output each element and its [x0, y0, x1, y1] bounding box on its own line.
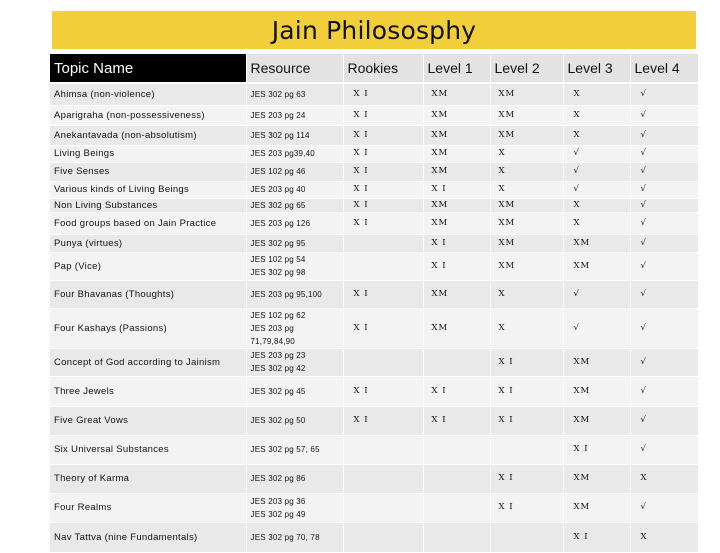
level-4-cell: √	[630, 406, 698, 435]
level-3-cell: X	[563, 83, 630, 105]
level-1-cell	[423, 493, 490, 522]
level-3-cell: X	[563, 125, 630, 145]
resource-text: JES 203 pg 40	[250, 185, 306, 194]
level-2-cell: XM	[490, 252, 563, 280]
level-2-cell: X I	[490, 376, 563, 406]
rookies-cell	[343, 348, 423, 376]
page-title: Jain Philososphy	[271, 15, 477, 45]
resource-text: JES 203 pg 23	[250, 351, 306, 360]
resource-text: JES 302 pg 57, 65	[250, 445, 320, 454]
header-topic: Topic Name	[50, 54, 246, 83]
level-3-cell: XM	[563, 252, 630, 280]
topic-cell	[50, 493, 246, 522]
rookies-cell	[343, 234, 423, 252]
resource-cell	[246, 406, 343, 435]
resource-text: JES 102 pg 62	[250, 310, 306, 320]
resource-cell	[246, 83, 343, 105]
topic-text: Four Realms	[54, 502, 112, 513]
table-row	[50, 125, 698, 145]
level-1-cell: XM	[423, 145, 490, 162]
rookies-cell: X I	[343, 308, 423, 348]
topic-text: Four Kashays (Passions)	[54, 322, 168, 334]
table-row	[50, 252, 698, 280]
level-4-cell: √	[630, 198, 698, 212]
level-2-cell: X I	[490, 493, 563, 522]
topic-text: Aparigraha (non-possessiveness)	[54, 109, 205, 121]
topic-cell	[50, 145, 246, 162]
level-3-cell: √	[563, 181, 630, 198]
table-row	[50, 280, 698, 308]
topic-cell	[50, 125, 246, 145]
rookies-cell: X I	[343, 105, 423, 125]
table-row	[50, 435, 698, 464]
level-2-cell	[490, 522, 563, 552]
level-4-cell: X	[630, 522, 698, 552]
level-3-cell: XM	[563, 348, 630, 376]
table-row	[50, 376, 698, 406]
topic-cell	[50, 252, 246, 280]
level-2-cell: XM	[490, 83, 563, 105]
topic-cell	[50, 280, 246, 308]
resource-text: JES 302 pg 65	[250, 200, 306, 210]
level-1-cell: XM	[423, 162, 490, 181]
rookies-cell: X I	[343, 83, 423, 105]
level-3-cell: √	[563, 280, 630, 308]
level-2-cell: X	[490, 308, 563, 348]
level-1-cell: X I	[423, 181, 490, 198]
table-row	[50, 105, 698, 125]
level-4-cell: √	[630, 252, 698, 280]
rookies-cell	[343, 464, 423, 493]
level-2-cell: XM	[490, 212, 563, 234]
resource-text: JES 203 pg39,40	[250, 149, 315, 158]
topic-cell	[50, 212, 246, 234]
resource-text: JES 203 pg 126	[250, 218, 311, 228]
resource-cell	[246, 376, 343, 406]
level-4-cell: √	[630, 83, 698, 105]
rookies-cell: X I	[343, 145, 423, 162]
rookies-cell: X I	[343, 406, 423, 435]
level-1-cell: XM	[423, 105, 490, 125]
topic-cell	[50, 198, 246, 212]
resource-cell	[246, 162, 343, 181]
header-resource: Resource	[246, 54, 343, 83]
topic-text: Five Senses	[54, 166, 110, 177]
curriculum-table	[50, 54, 699, 553]
table-row	[50, 162, 698, 181]
topic-text: Five Great Vows	[54, 415, 129, 426]
level-2-cell: XM	[490, 198, 563, 212]
level-2-cell: X I	[490, 348, 563, 376]
level-3-cell: XM	[563, 464, 630, 493]
level-4-cell: √	[630, 212, 698, 234]
resource-cell	[246, 493, 343, 522]
title-banner	[52, 11, 696, 49]
level-2-cell: XM	[490, 105, 563, 125]
topic-cell	[50, 435, 246, 464]
topic-cell	[50, 162, 246, 181]
level-1-cell: X I	[423, 376, 490, 406]
header-level-1: Level 1	[423, 54, 490, 83]
resource-cell	[246, 308, 343, 348]
rookies-cell	[343, 435, 423, 464]
topic-cell	[50, 376, 246, 406]
table-row	[50, 181, 698, 198]
level-3-cell: √	[563, 308, 630, 348]
topic-text: Four Bhavanas (Thoughts)	[54, 288, 175, 300]
topic-text: Punya (virtues)	[54, 237, 123, 249]
level-4-cell: X	[630, 464, 698, 493]
table-row	[50, 212, 698, 234]
table-body	[50, 83, 698, 552]
topic-text: Theory of Karma	[54, 473, 130, 484]
level-4-cell: √	[630, 280, 698, 308]
table-row	[50, 522, 698, 552]
level-1-cell: XM	[423, 83, 490, 105]
level-3-cell: X	[563, 198, 630, 212]
topic-text: Living Beings	[54, 148, 115, 159]
resource-text: JES 302 pg 49	[250, 509, 306, 519]
level-3-cell: X I	[563, 522, 630, 552]
resource-text: JES 302 pg 50	[250, 416, 306, 425]
table-row	[50, 234, 698, 252]
resource-cell	[246, 125, 343, 145]
level-4-cell: √	[630, 162, 698, 181]
level-4-cell: √	[630, 493, 698, 522]
topic-text: Six Universal Substances	[54, 444, 169, 455]
level-2-cell: X	[490, 145, 563, 162]
resource-cell	[246, 198, 343, 212]
resource-text: JES 302 pg 86	[250, 474, 306, 483]
rookies-cell: X I	[343, 198, 423, 212]
level-1-cell	[423, 348, 490, 376]
resource-cell	[246, 435, 343, 464]
level-3-cell: XM	[563, 234, 630, 252]
resource-text: JES 203 pg 95,100	[250, 289, 322, 299]
resource-cell	[246, 212, 343, 234]
table-row	[50, 198, 698, 212]
resource-cell	[246, 252, 343, 280]
resource-text: JES 203 pg 36	[250, 496, 306, 506]
resource-cell	[246, 280, 343, 308]
resource-cell	[246, 234, 343, 252]
topic-text: Concept of God according to Jainism	[54, 356, 221, 368]
level-1-cell	[423, 464, 490, 493]
level-3-cell: √	[563, 162, 630, 181]
resource-text: JES 302 pg 95	[250, 238, 306, 248]
resource-text: JES 302 pg 114	[250, 130, 310, 140]
level-2-cell	[490, 435, 563, 464]
level-4-cell: √	[630, 181, 698, 198]
level-1-cell	[423, 522, 490, 552]
topic-text: Nav Tattva (nine Fundamentals)	[54, 531, 198, 543]
resource-text: JES 302 pg 98	[250, 268, 306, 277]
topic-text: Three Jewels	[54, 385, 115, 397]
rookies-cell	[343, 493, 423, 522]
rookies-cell	[343, 522, 423, 552]
rookies-cell: X I	[343, 162, 423, 181]
topic-cell	[50, 181, 246, 198]
level-2-cell: X	[490, 162, 563, 181]
resource-text: JES 203 pg 71,79,84,90	[250, 323, 295, 346]
resource-cell	[246, 181, 343, 198]
level-3-cell: XM	[563, 406, 630, 435]
header-level-3: Level 3	[563, 54, 630, 83]
header-level-4: Level 4	[630, 54, 698, 83]
header-level-2: Level 2	[490, 54, 563, 83]
topic-cell	[50, 105, 246, 125]
level-4-cell: √	[630, 125, 698, 145]
rookies-cell: X I	[343, 280, 423, 308]
table-row	[50, 145, 698, 162]
rookies-cell: X I	[343, 376, 423, 406]
level-2-cell: XM	[490, 125, 563, 145]
topic-text: Anekantavada (non-absolutism)	[54, 129, 197, 141]
level-3-cell: X	[563, 212, 630, 234]
resource-text: JES 302 pg 63	[250, 89, 306, 99]
level-1-cell: XM	[423, 308, 490, 348]
level-4-cell: √	[630, 348, 698, 376]
level-4-cell: √	[630, 376, 698, 406]
level-4-cell: √	[630, 435, 698, 464]
resource-text: JES 302 pg 42	[250, 364, 306, 373]
table-row	[50, 83, 698, 105]
rookies-cell: X I	[343, 212, 423, 234]
resource-text: JES 102 pg 54	[250, 255, 306, 264]
level-2-cell: X I	[490, 406, 563, 435]
level-1-cell: X I	[423, 252, 490, 280]
level-1-cell: XM	[423, 212, 490, 234]
level-1-cell: XM	[423, 125, 490, 145]
header-row	[50, 54, 698, 83]
level-3-cell: XM	[563, 376, 630, 406]
header-rookies: Rookies	[343, 54, 423, 83]
level-3-cell: √	[563, 145, 630, 162]
level-2-cell: X	[490, 280, 563, 308]
rookies-cell	[343, 252, 423, 280]
resource-text: JES 102 pg 46	[250, 167, 306, 176]
resource-cell	[246, 145, 343, 162]
table-row	[50, 464, 698, 493]
level-1-cell	[423, 435, 490, 464]
resource-cell	[246, 464, 343, 493]
level-4-cell: √	[630, 105, 698, 125]
topic-text: Pap (Vice)	[54, 260, 102, 272]
level-4-cell: √	[630, 145, 698, 162]
topic-text: Ahimsa (non-violence)	[54, 88, 155, 100]
resource-text: JES 203 pg 24	[250, 110, 306, 120]
table-row	[50, 406, 698, 435]
rookies-cell: X I	[343, 125, 423, 145]
rookies-cell: X I	[343, 181, 423, 198]
topic-cell	[50, 83, 246, 105]
resource-cell	[246, 522, 343, 552]
level-2-cell: X	[490, 181, 563, 198]
resource-cell	[246, 348, 343, 376]
level-2-cell: X I	[490, 464, 563, 493]
resource-text: JES 302 pg 70, 78	[250, 532, 320, 542]
resource-text: JES 302 pg 45	[250, 386, 306, 396]
level-1-cell: X I	[423, 406, 490, 435]
topic-cell	[50, 406, 246, 435]
level-1-cell: XM	[423, 198, 490, 212]
table-row	[50, 493, 698, 522]
topic-text: Food groups based on Jain Practice	[54, 217, 217, 229]
topic-cell	[50, 308, 246, 348]
topic-cell	[50, 522, 246, 552]
level-2-cell: XM	[490, 234, 563, 252]
level-1-cell: XM	[423, 280, 490, 308]
level-3-cell: X	[563, 105, 630, 125]
topic-cell	[50, 464, 246, 493]
table-row	[50, 348, 698, 376]
topic-cell	[50, 234, 246, 252]
level-4-cell: √	[630, 234, 698, 252]
topic-text: Non Living Substances	[54, 199, 158, 211]
level-3-cell: XM	[563, 493, 630, 522]
table-row	[50, 308, 698, 348]
resource-cell	[246, 105, 343, 125]
level-4-cell: √	[630, 308, 698, 348]
topic-cell	[50, 348, 246, 376]
topic-text: Various kinds of Living Beings	[54, 184, 190, 195]
level-3-cell: X I	[563, 435, 630, 464]
level-1-cell: X I	[423, 234, 490, 252]
